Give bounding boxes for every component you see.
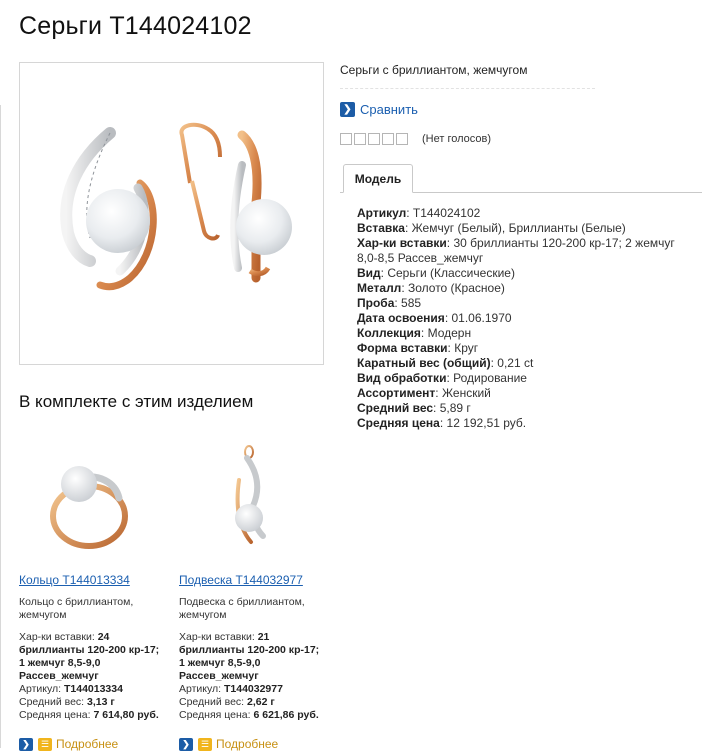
price-value: 6 621,86 руб.: [253, 709, 319, 721]
page-title: Серьги Т144024102: [19, 12, 252, 40]
spec-row: Вид: Серьги (Классические): [357, 266, 515, 280]
weight-value: 3,13 г: [87, 696, 115, 708]
kit-item-description: Кольцо с бриллиантом, жемчугом: [19, 596, 134, 621]
spec-label: Металл: [357, 281, 402, 295]
insert-line: [19, 657, 177, 670]
kit-item-insert: [19, 631, 177, 644]
kit-item-insert: [179, 631, 337, 644]
kit-item-pendant: [179, 438, 337, 722]
spec-value: Серьги (Классические): [387, 266, 515, 280]
product-main-image[interactable]: [19, 62, 324, 365]
spec-label: Вид обработки: [357, 371, 447, 385]
price-label: Средняя цена:: [179, 709, 251, 721]
spec-value: 585: [401, 296, 422, 310]
kit-item-description: Подвеска с бриллиантом, жемчугом: [179, 596, 305, 621]
spec-label: Каратный вес (общий): [357, 356, 491, 370]
spec-value: Женский: [441, 386, 491, 400]
spec-row: Дата освоения: 01.06.1970: [357, 311, 512, 325]
spec-label: Ассортимент: [357, 386, 436, 400]
kit-section-title: В комплекте с этим изделием: [19, 392, 254, 411]
insert-line: [19, 670, 177, 683]
kit-item-weight: [19, 696, 177, 709]
weight-value: 2,62 г: [247, 696, 275, 708]
spec-list: [357, 206, 692, 431]
insert-value: бриллианты 120-200 кр-17;: [179, 644, 320, 656]
spec-label: Проба: [357, 296, 395, 310]
arrow-right-icon[interactable]: ❯: [19, 738, 33, 751]
spec-label: Коллекция: [357, 326, 421, 340]
weight-label: Средний вес:: [19, 696, 85, 708]
compare-row[interactable]: [340, 102, 418, 117]
insert-value: Рассев_жемчуг: [179, 670, 259, 682]
spec-row: Ассортимент: Женский: [357, 386, 491, 400]
spec-row: Средний вес: 5,89 г: [357, 401, 471, 415]
spec-label: Средний вес: [357, 401, 434, 415]
details-link[interactable]: Подробнее: [56, 737, 119, 751]
earrings-illustration: [20, 63, 325, 366]
spec-row: Коллекция: Модерн: [357, 326, 472, 340]
rating-star-icon[interactable]: [354, 133, 366, 145]
spec-label: Форма вставки: [357, 341, 448, 355]
kit-item-price: [179, 709, 337, 722]
spec-value: Золото (Красное): [407, 281, 505, 295]
spec-value: Жемчуг (Белый), Бриллианты (Белые): [411, 221, 626, 235]
spec-value: 12 192,51 руб.: [446, 416, 527, 430]
arrow-right-icon[interactable]: ❯: [179, 738, 193, 751]
spec-row: Хар-ки вставки: 30 бриллианты 120-200 кр-17; 2 жемчуг 8,0-8,5 Рассев_жемчуг: [357, 236, 675, 265]
kit-item-price: [19, 709, 177, 722]
kit-item-article: [19, 683, 177, 696]
insert-count: 24: [97, 631, 110, 643]
article-value: Т144013334: [63, 683, 123, 695]
spec-row: Вставка: Жемчуг (Белый), Бриллианты (Белые): [357, 221, 626, 235]
left-border: [0, 105, 1, 748]
spec-value: Модерн: [427, 326, 472, 340]
spec-value: Т144024102: [412, 206, 481, 220]
kit-item-link[interactable]: Кольцо Т144013334: [19, 573, 130, 587]
kit-item-link[interactable]: Подвеска Т144032977: [179, 573, 303, 587]
spec-value: 30 бриллианты 120-200 кр-17; 2 жемчуг 8,0-8,5 Рассев_жемчуг: [357, 236, 675, 265]
spec-row: Металл: Золото (Красное): [357, 281, 505, 295]
product-short-description: Серьги с бриллиантом, жемчугом: [340, 63, 528, 77]
kit-item-more-row[interactable]: [179, 737, 278, 751]
insert-count: 21: [257, 631, 270, 643]
ring-image[interactable]: [19, 438, 149, 566]
spec-value: 0,21 ct: [497, 356, 534, 370]
spec-value: 01.06.1970: [451, 311, 512, 325]
weight-label: Средний вес:: [179, 696, 245, 708]
divider: [340, 88, 595, 89]
article-value: Т144032977: [223, 683, 283, 695]
spec-value: Круг: [454, 341, 479, 355]
details-icon[interactable]: ☰: [198, 738, 212, 751]
rating: [340, 133, 491, 145]
arrow-right-icon[interactable]: ❯: [340, 102, 355, 117]
rating-star-icon[interactable]: [368, 133, 380, 145]
rating-star-icon[interactable]: [396, 133, 408, 145]
spec-row: Проба: 585: [357, 296, 422, 310]
price-value: 7 614,80 руб.: [93, 709, 159, 721]
rating-star-icon[interactable]: [382, 133, 394, 145]
spec-label: Дата освоения: [357, 311, 445, 325]
spec-label: Вставка: [357, 221, 405, 235]
details-link[interactable]: Подробнее: [216, 737, 279, 751]
insert-line: [179, 644, 337, 657]
spec-label: Хар-ки вставки: [357, 236, 447, 250]
insert-value: 1 жемчуг 8,5-9,0: [19, 657, 101, 669]
insert-line: [179, 657, 337, 670]
kit-item-ring: [19, 438, 177, 722]
insert-value: бриллианты 120-200 кр-17;: [19, 644, 160, 656]
spec-value: Родирование: [453, 371, 527, 385]
rating-votes-text: (Нет голосов): [422, 133, 492, 145]
insert-line: [19, 644, 177, 657]
spec-label: Вид: [357, 266, 381, 280]
insert-label: Хар-ки вставки:: [179, 631, 255, 643]
tab-model[interactable]: Модель: [343, 164, 413, 193]
spec-row: Артикул: Т144024102: [357, 206, 481, 220]
spec-label: Средняя цена: [357, 416, 440, 430]
kit-item-article: [179, 683, 337, 696]
article-label: Артикул:: [179, 683, 222, 695]
spec-row: Вид обработки: Родирование: [357, 371, 527, 385]
spec-row: Форма вставки: Круг: [357, 341, 479, 355]
ring-illustration: [19, 438, 149, 566]
details-icon[interactable]: ☰: [38, 738, 52, 751]
price-label: Средняя цена:: [19, 709, 91, 721]
pendant-image[interactable]: [179, 438, 309, 566]
spec-row: Каратный вес (общий): 0,21 ct: [357, 356, 534, 370]
kit-item-weight: [179, 696, 337, 709]
spec-label: Артикул: [357, 206, 407, 220]
insert-value: Рассев_жемчуг: [19, 670, 99, 682]
insert-label: Хар-ки вставки:: [19, 631, 95, 643]
article-label: Артикул:: [19, 683, 62, 695]
compare-link[interactable]: Сравнить: [360, 102, 418, 117]
rating-star-icon[interactable]: [340, 133, 352, 145]
pendant-illustration: [179, 438, 309, 566]
insert-line: [179, 670, 337, 683]
kit-item-more-row[interactable]: [19, 737, 118, 751]
spec-row: Средняя цена: 12 192,51 руб.: [357, 416, 527, 430]
spec-value: 5,89 г: [439, 401, 471, 415]
insert-value: 1 жемчуг 8,5-9,0: [179, 657, 261, 669]
